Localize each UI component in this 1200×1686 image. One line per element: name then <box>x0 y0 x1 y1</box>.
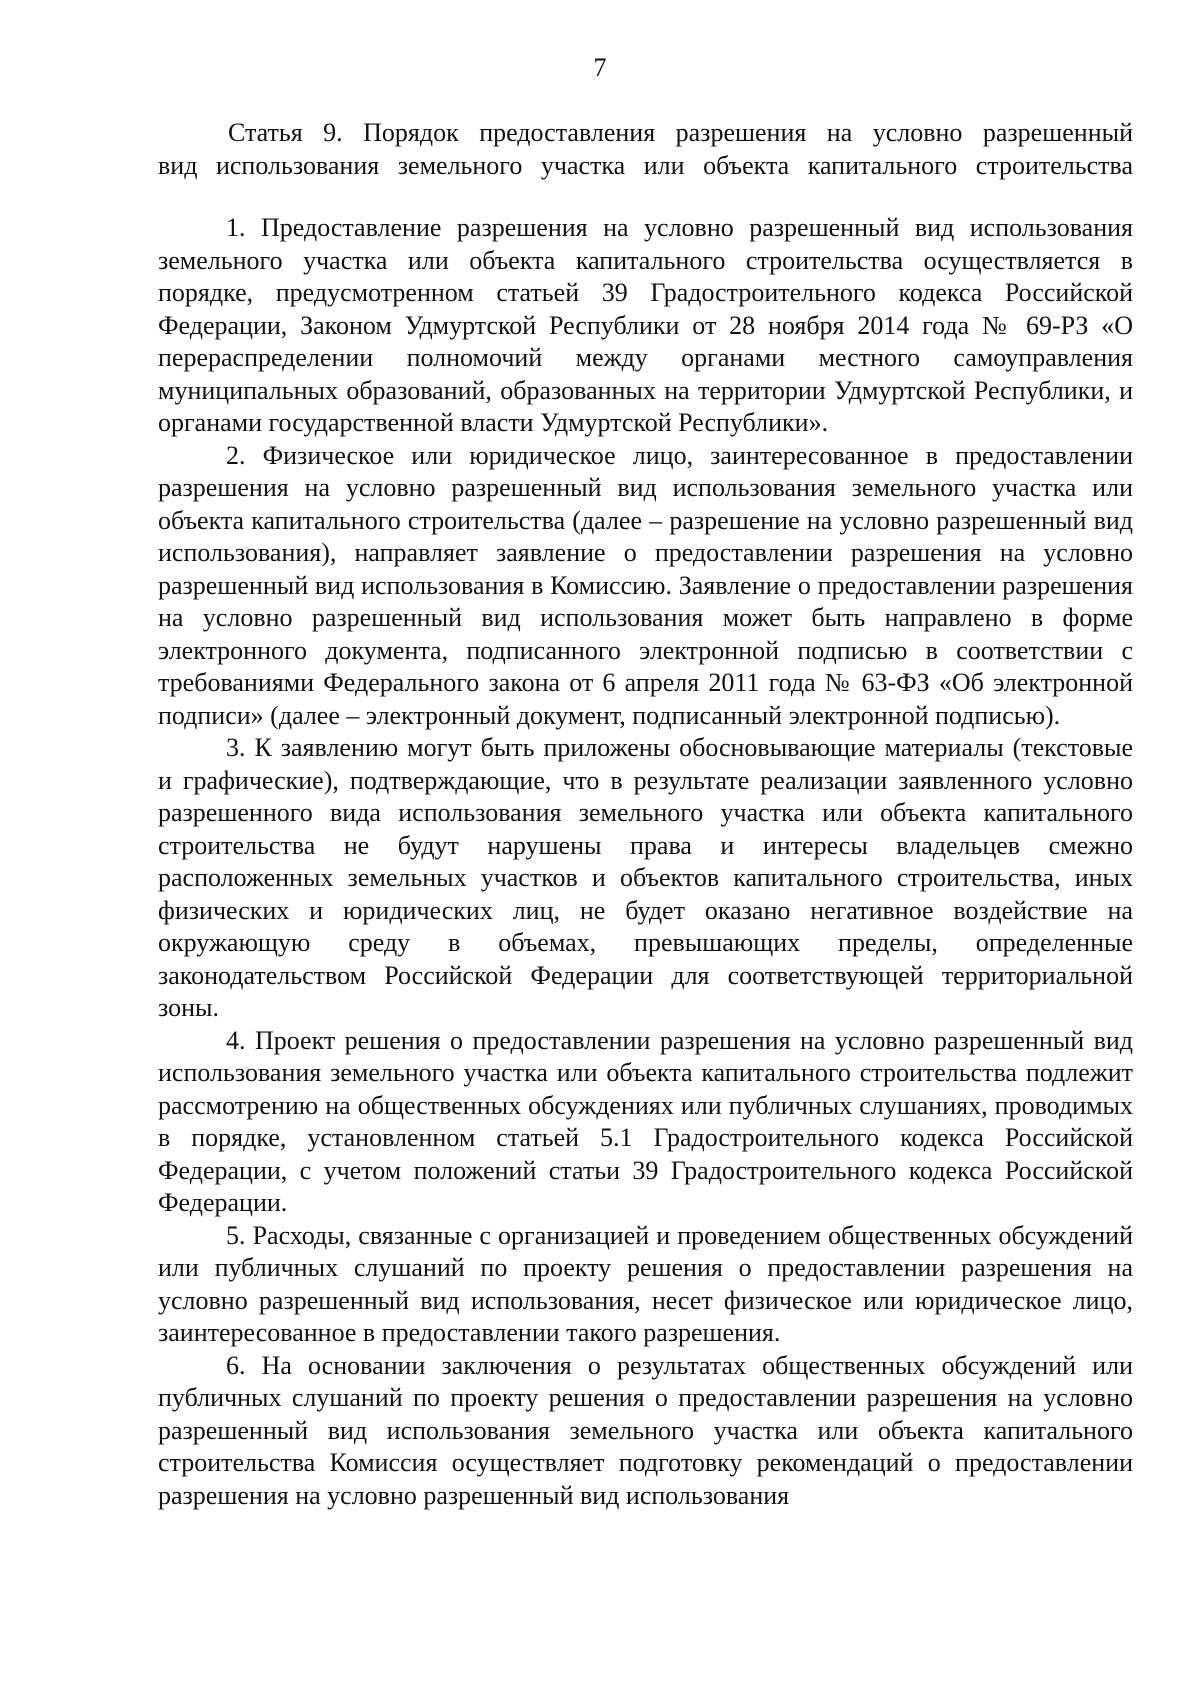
paragraph-4: 4. Проект решения о предоставлении разрешения на условно разрешенный вид использования земельного участка или объекта капитального строительства подлежит рассмотрению на общественных обсуждениях или публичных слушаниях, проводимых в порядке, установленном статьей 5.1 Градостроительного кодекса Российской Федерации, с учетом положений статьи 39 Градостроительного кодекса Российской Федерации. <box>158 1025 1133 1217</box>
article-title-line-2: вид использования земельного участка или объекта капитального строительства <box>158 151 1133 180</box>
page-number: 7 <box>593 53 607 82</box>
paragraph-6: 6. На основании заключения о результатах общественных обсуждений или публичных слушаний по проекту решения о предоставлении разрешения на условно разрешенный вид использования земельного участка или объекта капитального строительства Комиссия осуществляет подготовку рекомендаций о предоставлении разрешения на условно разрешенный вид использования <box>158 1350 1133 1510</box>
paragraph-2: 2. Физическое или юридическое лицо, заинтересованное в предоставлении разрешения на условно разрешенный вид использования земельного участка или объекта капитального строительства (далее – разрешение на условно разрешенный вид использования), направляет заявление о предоставлении разрешения на условно разрешенный вид использования в Комиссию. Заявление о предоставлении разрешения на условно разрешенный вид использования может быть направлено в форме электронного документа, подписанного электронной подписью в соответствии с требованиями Федерального закона от 6 апреля 2011 года № 63-ФЗ «Об электронной подписи» (далее – электронный документ, подписанный электронной подписью). <box>158 440 1133 730</box>
paragraph-1: 1. Предоставление разрешения на условно разрешенный вид использования земельного участка или объекта капитального строительства осуществляется в порядке, предусмотренном статьей 39 Градостроительного кодекса Российской Федерации, Законом Удмуртской Республики от 28 ноября 2014 года № 69-РЗ «О перераспределении полномочий между органами местного самоуправления муниципальных образований, образованных на территории Удмуртской Республики, и органами государственной власти Удмуртской Республики». <box>158 213 1133 437</box>
article-title-line-1: Статья 9. Порядок предоставления разрешения на условно разрешенный <box>228 118 1133 147</box>
article-title <box>158 116 1133 182</box>
article-body <box>158 212 1133 1512</box>
paragraph-5: 5. Расходы, связанные с организацией и проведением общественных обсуждений или публичных слушаний по проекту решения о предоставлении разрешения на условно разрешенный вид использования, несет физическое или юридическое лицо, заинтересованное в предоставлении такого разрешения. <box>158 1220 1133 1347</box>
paragraph-3: 3. К заявлению могут быть приложены обосновывающие материалы (текстовые и графические), подтверждающие, что в результате реализации заявленного условно разрешенного вида использования земельного участка или объекта капитального строительства не будут нарушены права и интересы владельцев смежно расположенных земельных участков и объектов капитального строительства, иных физических и юридических лиц, не будет оказано негативное воздействие на окружающую среду в объемах, превышающих пределы, определенные законодательством Российской Федерации для соответствующей территориальной зоны. <box>158 733 1133 1022</box>
